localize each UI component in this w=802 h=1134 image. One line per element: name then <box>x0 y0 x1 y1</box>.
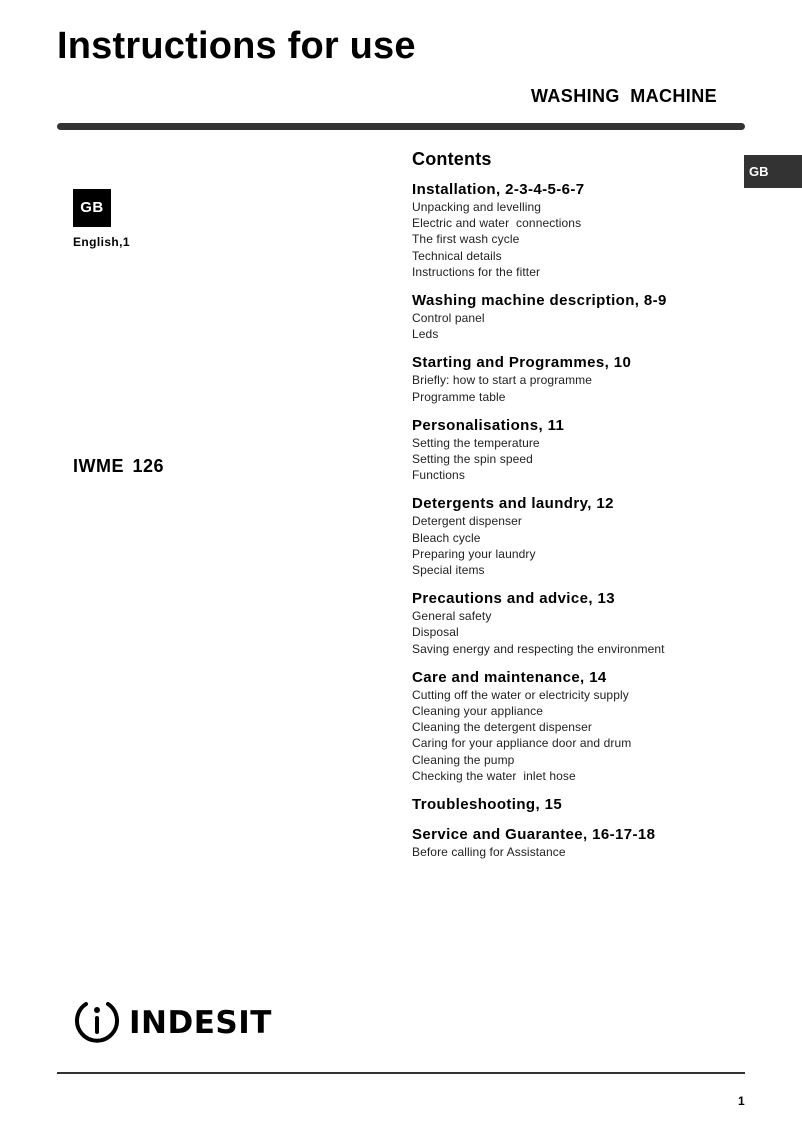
section-item: Programme table <box>412 389 506 404</box>
document-title: Instructions for use <box>57 25 416 67</box>
contents-section <box>412 796 732 814</box>
contents-section <box>412 417 732 484</box>
section-item: Control panel <box>412 311 485 326</box>
footer-divider <box>57 1072 745 1074</box>
page-number: 1 <box>738 1094 745 1108</box>
header-divider <box>57 123 745 130</box>
section-title: Service and Guarantee, 16-17-18 <box>412 826 656 844</box>
contents-heading: Contents <box>412 149 492 169</box>
contents-section <box>412 181 732 280</box>
section-item: Saving energy and respecting the environment <box>412 641 665 656</box>
section-item: Setting the temperature <box>412 435 540 450</box>
section-title: Personalisations, 11 <box>412 416 565 434</box>
language-badge: GB <box>73 189 111 227</box>
contents-section <box>412 669 732 784</box>
language-label: English,1 <box>73 235 130 249</box>
section-item: Bleach cycle <box>412 530 481 545</box>
section-item: Leds <box>412 327 439 342</box>
section-title: Installation, 2-3-4-5-6-7 <box>412 181 585 198</box>
brand-name: INDESIT <box>129 1005 272 1041</box>
section-item: Cleaning the pump <box>412 752 515 767</box>
section-item: Setting the spin speed <box>412 452 533 467</box>
section-item: Unpacking and levelling <box>412 200 542 214</box>
section-item: The first wash cycle <box>412 232 520 247</box>
section-item: Checking the water inlet hose <box>412 768 576 783</box>
section-item: Briefly: how to start a programme <box>412 373 593 388</box>
table-of-contents <box>412 148 732 872</box>
section-title: Washing machine description, 8-9 <box>412 292 667 310</box>
section-title: Care and maintenance, 14 <box>412 668 607 686</box>
section-item: General safety <box>412 609 492 624</box>
section-item: Cleaning the detergent dispenser <box>412 720 592 735</box>
section-item: Electric and water connections <box>412 216 582 231</box>
contents-section <box>412 292 732 342</box>
contents-section <box>412 826 732 860</box>
section-item: Functions <box>412 468 465 483</box>
section-item: Cleaning your appliance <box>412 704 544 719</box>
contents-section <box>412 495 732 578</box>
section-item: Preparing your laundry <box>412 546 536 561</box>
section-title: Precautions and advice, 13 <box>412 590 615 608</box>
section-item: Special items <box>412 563 485 578</box>
contents-sections <box>412 181 732 860</box>
section-title: Troubleshooting, 15 <box>412 796 563 814</box>
document-subtitle: WASHING MACHINE <box>531 86 717 106</box>
model-number: IWME 126 <box>73 456 165 476</box>
contents-section <box>412 590 732 657</box>
section-item: Technical details <box>412 248 502 263</box>
section-item: Caring for your appliance door and drum <box>412 736 632 751</box>
language-side-tab: GB <box>744 155 802 188</box>
section-item: Before calling for Assistance <box>412 845 566 860</box>
power-i-icon <box>72 996 122 1051</box>
section-item: Disposal <box>412 625 459 640</box>
section-item: Cutting off the water or electricity supply <box>412 687 629 702</box>
contents-section <box>412 354 732 404</box>
section-title: Starting and Programmes, 10 <box>412 354 632 372</box>
brand-logo <box>72 998 272 1048</box>
section-item: Detergent dispenser <box>412 514 522 529</box>
section-title: Detergents and laundry, 12 <box>412 495 614 513</box>
section-item: Instructions for the fitter <box>412 264 541 279</box>
